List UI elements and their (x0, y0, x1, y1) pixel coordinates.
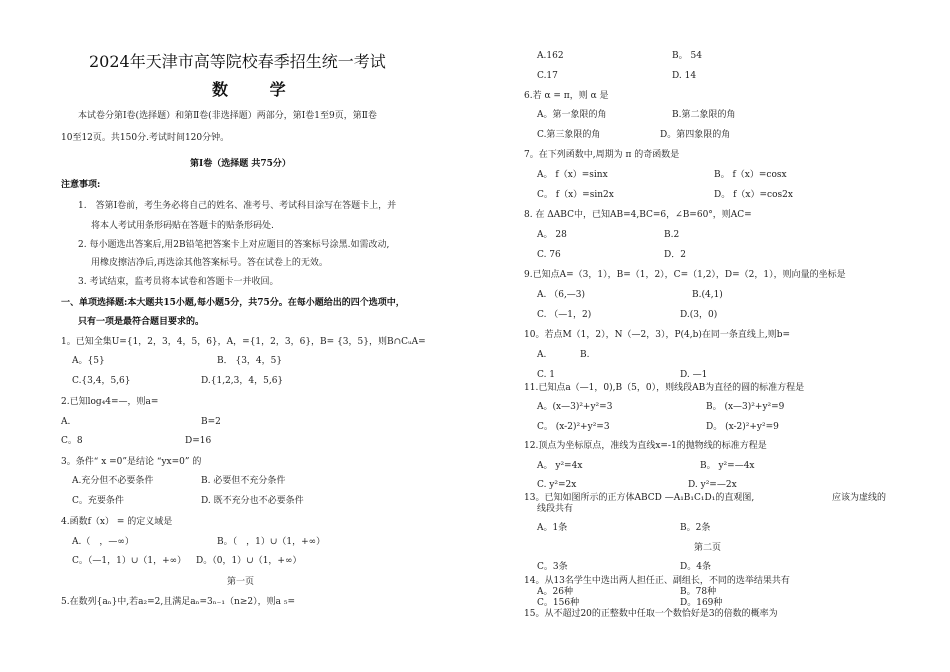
notes-heading: 注意事项: (61, 180, 101, 190)
q14-option-b: B。78种 (680, 587, 717, 597)
q13-option-a: A。1条 (537, 523, 568, 533)
q1-option-b: B． {3，4，5} (217, 356, 283, 366)
q8-option-b: B.2 (664, 230, 680, 240)
note-3: 3. 考试结束，监考员将本试卷和答题卡一并收回。 (78, 277, 279, 287)
q2-option-c: C。8 (61, 436, 83, 446)
q10-option-b: B. (580, 350, 590, 360)
q11-option-d: D。 (x-2)²+y²=9 (706, 422, 779, 432)
question-8: 8. 在 ΔABC中，已知AB=4,BC=6，∠B=60°，则AC= (524, 210, 752, 220)
q12-option-b: B。 y²=—4x (700, 461, 755, 471)
q8-option-a: A。 28 (537, 230, 567, 240)
q6-option-c: C.第三象限的角 (537, 130, 601, 140)
q12-option-a: A。 y²=4x (537, 461, 583, 471)
section1-line-1: 一、单项选择题:本大题共15小题,每小题5分，共75分。在每小题给出的四个选项中， (61, 298, 405, 308)
q11-option-a: A。(x—3)²+y²=3 (537, 402, 613, 412)
q7-option-a: A。 f（x）=sinx (537, 170, 608, 180)
question-12: 12.顶点为坐标原点，准线为直线x=-1的抛物线的标准方程是 (524, 441, 767, 451)
q1-option-c: C.{3,4，5,6} (72, 376, 131, 386)
q1-option-d: D.{1,2,3，4，5,6} (201, 376, 284, 386)
question-1: 1。已知全集U={1，2，3，4，5，6}，A，={1，2，3，6}，B= {3，5}，则B∩CᵤA= (61, 337, 426, 347)
q13-option-c: C。3条 (537, 562, 568, 572)
page-number-2: 第二页 (694, 543, 722, 553)
q10-option-d: D. —1 (680, 370, 708, 380)
question-14: 14。从13名学生中选出两人担任正、副组长，不同的选举结果共有 (524, 576, 790, 586)
q9-option-d: D.(3，0) (680, 310, 718, 320)
q5-option-d: D. 14 (672, 71, 697, 81)
q4-option-d: D。（0，1）∪（1，+∞） (196, 556, 302, 566)
q11-option-c: C。 (x-2)²+y²=3 (537, 422, 610, 432)
q14-option-d: D。169种 (680, 598, 723, 608)
q6-option-d: D。第四象限的角 (660, 130, 731, 140)
question-13-line-1-tail: 应该为虚线的 (832, 493, 887, 503)
q4-option-a: A.（ ，—∞） (72, 537, 134, 547)
q13-option-b: B。2条 (680, 523, 711, 533)
note-1-line-2: 将本人考试用条形码贴在答题卡的贴条形码处. (91, 221, 274, 231)
q5-option-c: C.17 (537, 71, 558, 81)
note-1-line-1: 1. 答第Ⅰ卷前，考生务必将自己的姓名、准考号、考试科目涂写在答题卡上，并 (78, 201, 397, 211)
question-6: 6.若 α = π，则 α 是 (524, 91, 609, 101)
q6-option-a: A。第一象限的角 (537, 110, 607, 120)
q3-option-b: B. 必要但不充分条件 (201, 476, 286, 486)
q9-option-c: C. （—1，2) (537, 310, 592, 320)
question-11: 11.已知点a（—1，0),B（5，0），则线段AB为直径的圆的标准方程是 (524, 383, 805, 393)
question-3: 3。条件“ x =0”是结论 “yx=0” 的 (61, 457, 202, 467)
q14-option-c: C。156种 (537, 598, 580, 608)
q14-option-a: A。26种 (537, 587, 573, 597)
question-2: 2.已知log₄4=—，则a= (61, 397, 159, 407)
q12-option-d: D. y²=—2x (688, 480, 737, 490)
subject-title: 数 学 (212, 80, 304, 99)
q7-option-c: C。 f（x）=sin2x (537, 190, 614, 200)
intro-line-1: 本试卷分第Ⅰ卷(选择题）和第Ⅱ卷(非选择题）两部分，第Ⅰ卷1至9页，第Ⅱ卷 (78, 111, 377, 121)
q9-option-b: B.(4,1) (692, 290, 723, 300)
q3-option-c: C。充要条件 (72, 496, 124, 506)
q3-option-a: A.充分但不必要条件 (72, 476, 154, 486)
q7-option-d: D。 f（x）=cos2x (714, 190, 793, 200)
q1-option-a: A。{5} (72, 356, 105, 366)
question-9: 9.已知点A=（3，1），B=（1，2），C=（1,2），D=（2，1），则向量的坐标是 (524, 270, 846, 280)
note-2-line-1: 2. 每小题选出答案后,用2B铅笔把答案卡上对应题目的答案标号涂黑.如需改动, (78, 240, 390, 250)
part1-heading: 第Ⅰ卷（选择题 共75分） (190, 159, 291, 169)
q5-option-b: B。 54 (672, 51, 702, 61)
q10-option-c: C. 1 (537, 370, 556, 380)
intro-line-2: 10至12页。共150分.考试时间120分钟。 (61, 133, 230, 143)
q5-option-a: A.162 (537, 51, 564, 61)
section1-line-2: 只有一项是最符合题目要求的。 (78, 317, 205, 327)
q12-option-c: C. y²=2x (537, 480, 577, 490)
question-7: 7。在下列函数中,周期为 π 的奇函数是 (524, 150, 680, 160)
note-2-line-2: 用橡皮擦洁净后,再选涂其他答案标号。答在试卷上的无效。 (91, 258, 328, 268)
exam-title: 2024年天津市高等院校春季招生统一考试 (89, 52, 386, 71)
page-number-1: 第一页 (227, 577, 255, 587)
question-5: 5.在数列{aₙ}中,若a₂=2,且满足aₙ=3ₙ₋₁（n≥2），则a ₅= (61, 597, 295, 607)
q3-option-d: D. 既不充分也不必要条件 (201, 496, 304, 506)
question-10: 10。若点M（1，2），N（—2，3），P(4,b)在同一条直线上,则b= (524, 330, 791, 340)
q4-option-c: C。（—1，1）∪（1，+∞） (72, 556, 187, 566)
q4-option-b: B。（ ，1）∪（1，+∞） (217, 537, 326, 547)
q8-option-d: D．2 (664, 250, 686, 260)
question-13-line-2: 线段共有 (537, 504, 574, 514)
question-4: 4.函数f（x） = 的定义域是 (61, 517, 173, 527)
q8-option-c: C. 76 (537, 250, 561, 260)
q9-option-a: A. （6,—3) (537, 290, 586, 300)
q6-option-b: B.第二象限的角 (672, 110, 736, 120)
question-13-line-1: 13。已知如图所示的正方体ABCD —A₁B₁C₁D₁的直观图, (524, 493, 755, 503)
q7-option-b: B。 f（x）=cosx (714, 170, 787, 180)
q13-option-d: D。4条 (680, 562, 711, 572)
question-15: 15。从不超过20的正整数中任取一个数恰好是3的倍数的概率为 (524, 609, 778, 619)
q10-option-a: A. (537, 350, 547, 360)
q2-option-d: D=16 (185, 436, 212, 446)
q11-option-b: B。 (x—3)²+y²=9 (706, 402, 785, 412)
q2-option-b: B=2 (201, 417, 221, 427)
q2-option-a: A. (61, 417, 71, 427)
